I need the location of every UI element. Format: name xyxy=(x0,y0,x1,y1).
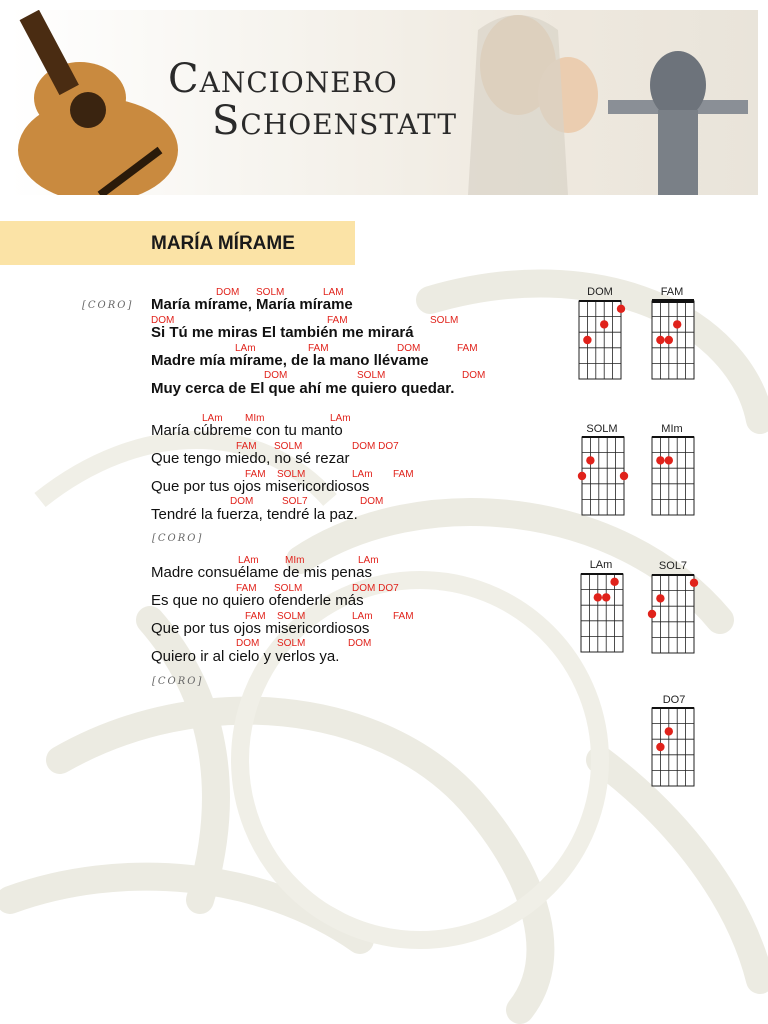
chord-label: DOM xyxy=(236,638,260,649)
coro-marker: [CORO] xyxy=(152,676,204,687)
chord-diagram-name: FAM xyxy=(660,286,684,298)
lyric-line: Que por tus ojos misericordiosos xyxy=(151,620,370,637)
chord-label: LAM xyxy=(323,287,344,298)
lyric-line: María mírame, María mírame xyxy=(151,296,353,313)
chord-label: FAM xyxy=(393,469,414,480)
coro-marker: [CORO] xyxy=(82,300,134,311)
chord-diagram-lam xyxy=(581,574,623,652)
chord-diagram-fam xyxy=(652,301,694,379)
chord-label: FAM xyxy=(236,441,257,452)
chord-label: DOM xyxy=(151,315,175,326)
finger-dot xyxy=(656,336,664,344)
finger-dot xyxy=(648,610,656,618)
chord-label: DOM xyxy=(348,638,372,649)
chord-label: MIm xyxy=(245,413,265,424)
finger-dot xyxy=(673,320,681,328)
lyric-line: Que por tus ojos misericordiosos xyxy=(151,478,370,495)
chord-label: DOM xyxy=(230,496,254,507)
finger-dot xyxy=(594,593,602,601)
chord-diagram-mim xyxy=(652,437,694,515)
chord-label: LAm xyxy=(235,343,256,354)
chord-label: SOLM xyxy=(274,441,303,452)
lyric-line: Madre consuélame de mis penas xyxy=(151,564,372,581)
chord-label: DOM DO7 xyxy=(352,441,399,452)
lyric-line: Si Tú me miras El también me mirará xyxy=(151,324,414,341)
chord-label: SOLM xyxy=(430,315,459,326)
chord-label: SOLM xyxy=(256,287,285,298)
finger-dot xyxy=(656,594,664,602)
lyric-line: Quiero ir al cielo y verlos ya. xyxy=(151,648,340,665)
chord-diagram-do7 xyxy=(652,708,694,786)
finger-dot xyxy=(610,578,618,586)
chord-diagram-dom xyxy=(579,301,625,379)
finger-dot xyxy=(617,305,625,313)
chord-label: LAm xyxy=(330,413,351,424)
chord-diagram-name: MIm xyxy=(661,423,683,435)
chord-label: FAM xyxy=(245,469,266,480)
finger-dot xyxy=(586,456,594,464)
finger-dot xyxy=(583,336,591,344)
finger-dot xyxy=(602,593,610,601)
lyric-line: Es que no quiero ofenderle más xyxy=(151,592,364,609)
lyric-line: Que tengo miedo, no sé rezar xyxy=(151,450,350,467)
chord-label: SOLM xyxy=(277,469,306,480)
lyric-line: Tendré la fuerza, tendré la paz. xyxy=(151,506,358,523)
chord-label: DOM xyxy=(397,343,421,354)
finger-dot xyxy=(620,472,628,480)
chord-label: LAm xyxy=(238,555,259,566)
chord-label: MIm xyxy=(285,555,305,566)
chord-diagram-name: LAm xyxy=(589,559,613,571)
chord-diagram-name: SOL7 xyxy=(658,560,688,572)
chord-label: FAM xyxy=(327,315,348,326)
chord-label: DOM xyxy=(462,370,486,381)
lyric-line: Madre mía mírame, de la mano llévame xyxy=(151,352,429,369)
chord-label: SOLM xyxy=(274,583,303,594)
lyric-line: Muy cerca de El que ahí me quiero quedar. xyxy=(151,380,455,397)
chord-label: SOLM xyxy=(277,638,306,649)
finger-dot xyxy=(656,456,664,464)
chord-label: LAm xyxy=(352,469,373,480)
finger-dot xyxy=(665,727,673,735)
banner-title-line1: Cancionero xyxy=(168,56,398,102)
lyric-line: María cúbreme con tu manto xyxy=(151,422,343,439)
chord-label: SOLM xyxy=(357,370,386,381)
chord-label: DOM DO7 xyxy=(352,583,399,594)
banner-title-line2: Schoenstatt xyxy=(212,98,458,144)
chord-diagram-name: DO7 xyxy=(662,694,686,706)
finger-dot xyxy=(665,336,673,344)
chord-label: FAM xyxy=(245,611,266,622)
song-title: MARÍA MÍRAME xyxy=(151,233,295,254)
chord-label: DOM xyxy=(264,370,288,381)
finger-dot xyxy=(690,579,698,587)
finger-dot xyxy=(578,472,586,480)
chord-label: LAm xyxy=(358,555,379,566)
finger-dot xyxy=(600,320,608,328)
finger-dot xyxy=(665,456,673,464)
chord-diagram-name: SOLM xyxy=(586,423,618,435)
coro-marker: [CORO] xyxy=(152,533,204,544)
chord-label: FAM xyxy=(457,343,478,354)
finger-dot xyxy=(656,743,664,751)
chord-diagram-solm xyxy=(578,437,628,515)
chord-label: FAM xyxy=(308,343,329,354)
chord-label: DOM xyxy=(360,496,384,507)
chord-diagram-sol7 xyxy=(648,575,698,653)
chord-label: LAm xyxy=(352,611,373,622)
chord-diagram-name: DOM xyxy=(587,286,613,298)
chord-label: LAm xyxy=(202,413,223,424)
chord-label: SOLM xyxy=(277,611,306,622)
chord-label: DOM xyxy=(216,287,240,298)
chord-label: FAM xyxy=(393,611,414,622)
chord-label: SOL7 xyxy=(282,496,308,507)
chord-label: FAM xyxy=(236,583,257,594)
